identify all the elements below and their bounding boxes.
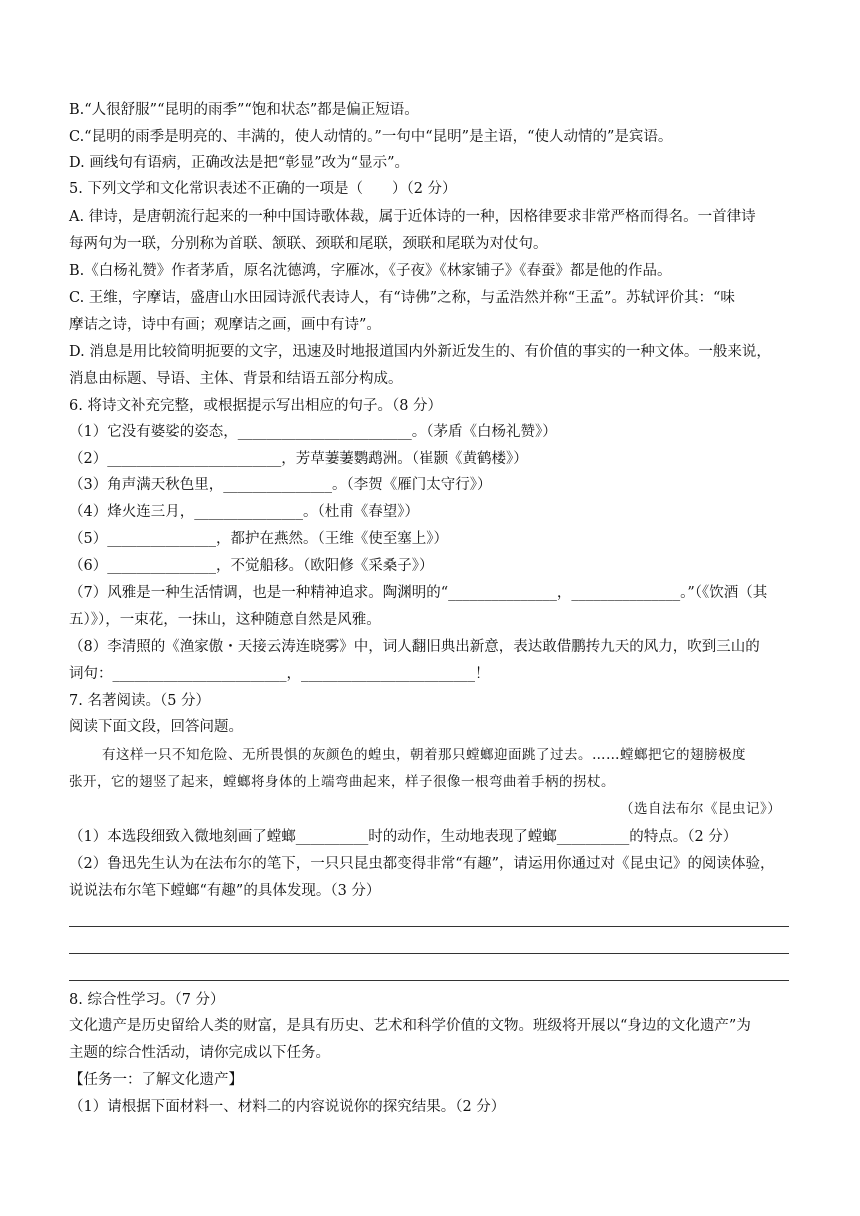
question-7-stem: 7. 名著阅读。（5 分） xyxy=(69,693,211,709)
q6-item-5: （5）_______________，都护在燕然。（王维《使至塞上》） xyxy=(69,531,448,547)
answer-line-3 xyxy=(69,980,789,981)
question-8-stem: 8. 综合性学习。（7 分） xyxy=(69,992,225,1008)
answer-line-1 xyxy=(69,926,789,927)
option-c-q5-line1: C. 王维，字摩诘，盛唐山水田园诗派代表诗人，有“诗佛”之称，与孟浩然并称“王孟”。苏轼评价其：“味 xyxy=(69,290,735,306)
q6-item-3: （3）角声满天秋色里，_______________。（李贺《雁门太守行》） xyxy=(69,477,492,493)
q6-item-7-line1: （7）风雅是一种生活情调，也是一种精神追求。陶渊明的“_______________，_______________。”（《饮酒（其 xyxy=(69,585,768,601)
option-c-q4: C.“昆明的雨季是明亮的、丰满的，使人动情的。”一句中“昆明”是主语，“使人动情的”是宾语。 xyxy=(69,129,673,145)
option-a-q5-line2: 每两句为一联，分别称为首联、颔联、颈联和尾联，颈联和尾联为对仗句。 xyxy=(69,236,548,252)
option-c-q5-line2: 摩诘之诗，诗中有画；观摩诘之画，画中有诗”。 xyxy=(69,317,381,333)
option-b-q4: B.“人很舒服”“昆明的雨季”“饱和状态”都是偏正短语。 xyxy=(69,102,419,118)
q6-item-7-line2: 五）》），一束花，一抹山，这种随意自然是风雅。 xyxy=(69,612,381,628)
q7-passage-line1: 有这样一只不知危险、无所畏惧的灰颜色的蝗虫，朝着那只螳螂迎面跳了过去。……螳螂把它的翅膀极度 xyxy=(102,747,746,763)
q6-item-4: （4）烽火连三月，_______________。（杜甫《春望》） xyxy=(69,504,419,520)
option-d-q5-line1: D. 消息是用比较简明扼要的文字，迅速及时地报道国内外新近发生的、有价值的事实的一种文体。一般来说， xyxy=(69,344,771,360)
q7-instruction: 阅读下面文段，回答问题。 xyxy=(69,719,243,735)
q8-intro-line2: 主题的综合性活动，请你完成以下任务。 xyxy=(69,1045,330,1061)
question-5-stem: 5. 下列文学和文化常识表述不正确的一项是（ ）（2 分） xyxy=(69,181,457,197)
q7-sub-2-line1: （2）鲁迅先生认为在法布尔的笔下，一只只昆虫都变得非常“有趣”，请运用你通过对《昆虫记》的阅读体验， xyxy=(69,856,775,872)
answer-line-2 xyxy=(69,953,789,954)
q7-passage-source: （选自法布尔《昆虫记》） xyxy=(620,801,782,817)
option-d-q4: D. 画线句有语病，正确改法是把“彰显”改为“显示”。 xyxy=(69,155,409,171)
option-b-q5: B.《白杨礼赞》作者茅盾，原名沈德鸿，字雁冰，《子夜》《林家铺子》《春蚕》都是他的作品。 xyxy=(69,263,672,279)
q8-task1-sub-1: （1）请根据下面材料一、材料二的内容说说你的探究结果。（2 分） xyxy=(69,1099,506,1115)
q7-sub-2-line2: 说说法布尔笔下螳螂“有趣”的具体发现。（3 分） xyxy=(69,883,381,899)
question-6-stem: 6. 将诗文补充完整，或根据提示写出相应的句子。（8 分） xyxy=(69,398,443,414)
option-d-q5-line2: 消息由标题、导语、主体、背景和结语五部分构成。 xyxy=(69,371,403,387)
q6-item-6: （6）_______________，不觉船移。（欧阳修《采桑子》） xyxy=(69,558,434,574)
q8-task1-heading: 【任务一：了解文化遗产】 xyxy=(69,1072,243,1088)
q6-item-8-line2: 词句：________________________，________________________！ xyxy=(69,666,490,682)
q6-item-2: （2）________________________，芳草萋萋鹦鹉洲。（崔颢《黄鹤楼》） xyxy=(69,451,528,467)
q7-sub-1: （1）本选段细致入微地刻画了螳螂__________时的动作，生动地表现了螳螂__________的特点。（2 分） xyxy=(69,829,738,845)
q6-item-8-line1: （8）李清照的《渔家傲・天接云涛连晓雾》中，词人翻旧典出新意，表达敢借鹏抟九天的风力，吹到三山的 xyxy=(69,639,760,655)
option-a-q5-line1: A. 律诗，是唐朝流行起来的一种中国诗歌体裁，属于近体诗的一种，因格律要求非常严格而得名。一首律诗 xyxy=(69,209,756,225)
q8-intro-line1: 文化遗产是历史留给人类的财富，是具有历史、艺术和科学价值的文物。班级将开展以“身边的文化遗产”为 xyxy=(69,1018,751,1034)
q7-passage-line2: 张开，它的翅竖了起来，螳螂将身体的上端弯曲起来，样子很像一根弯曲着手柄的拐杖。 xyxy=(69,774,615,790)
q6-item-1: （1）它没有婆娑的姿态，________________________。（茅盾《白杨礼赞》） xyxy=(69,424,557,440)
